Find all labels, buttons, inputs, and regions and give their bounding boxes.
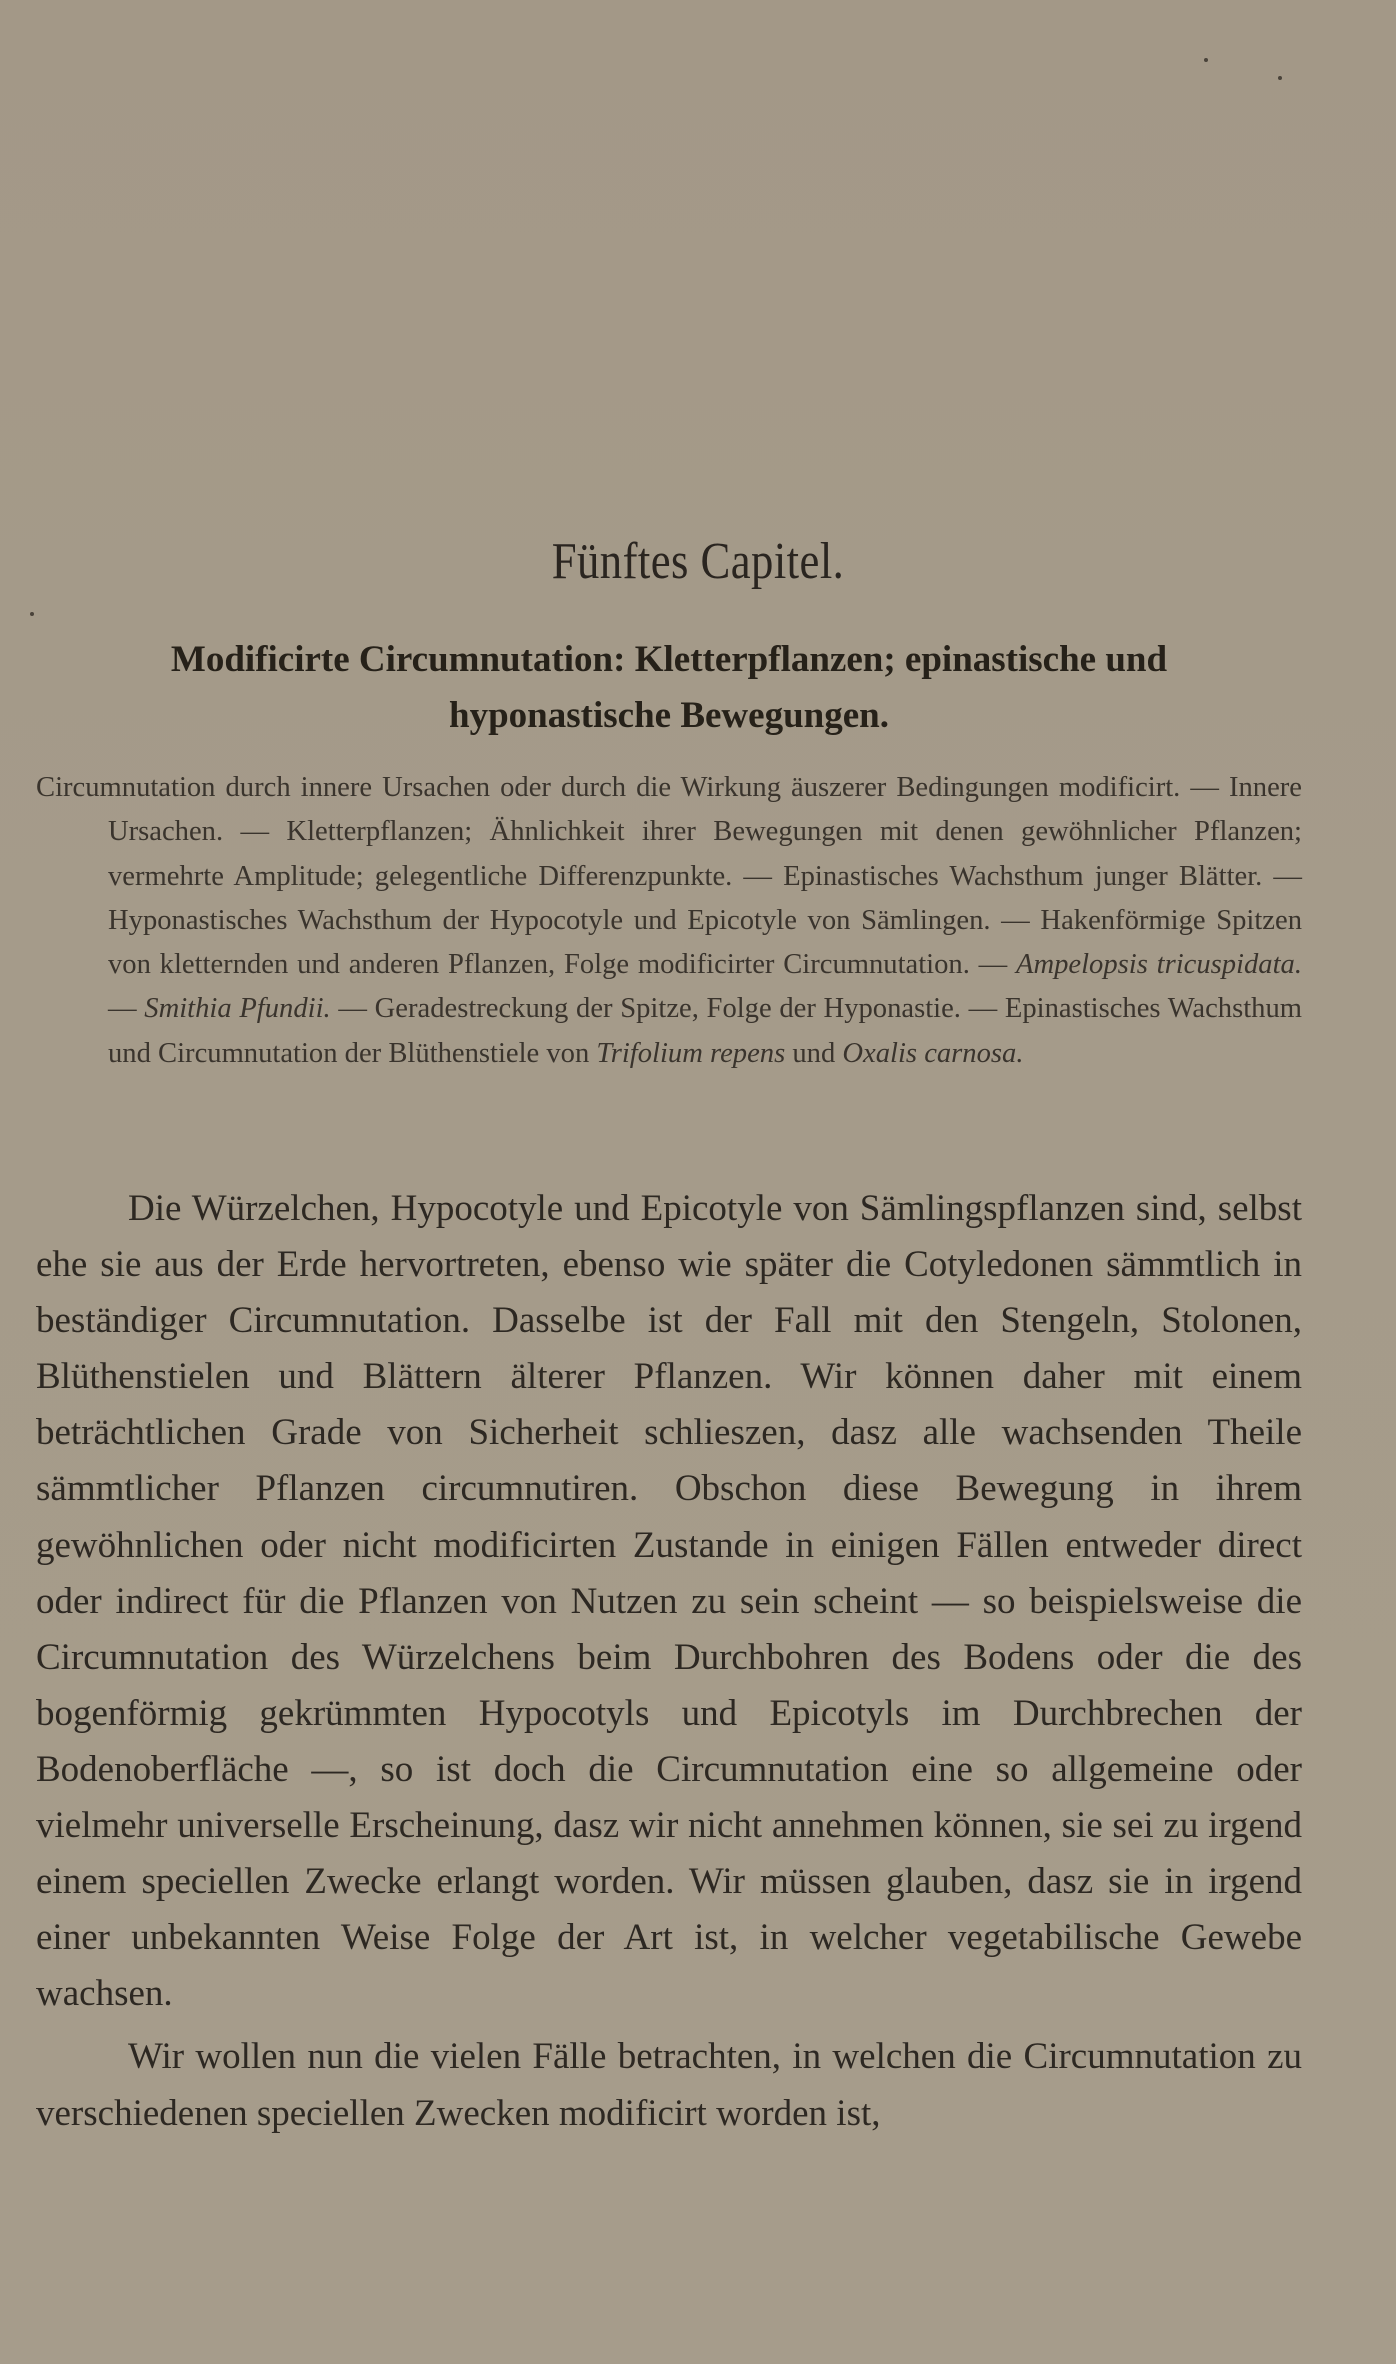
chapter-summary	[36, 766, 1302, 1076]
chapter-subtitle	[36, 632, 1302, 744]
body-paragraph-1: Die Würzelchen, Hypocotyle und Epicotyle von Sämlingspflanzen sind, selbst ehe sie aus der Erde hervortreten, ebenso wie später die Cotyledonen sämmtlich in beständiger Circumnutation. Dasselbe ist der Fall mit den Stengeln, Stolonen, Blüthenstielen und Blättern älterer Pflanzen. Wir können daher mit einem beträchtlichen Grade von Sicherheit schlieszen, dasz alle wachsenden Theile sämmtlicher Pflanzen circumnutiren. Obschon diese Bewegung in ihrem gewöhnlichen oder nicht modificirten Zustande in einigen Fällen entweder direct oder indirect für die Pflanzen von Nutzen zu sein scheint — so beispielsweise die Circumnutation des Würzelchens beim Durchbohren des Bodens oder die des bogenförmig gekrümmten Hypocotyls und Epicotyls im Durchbrechen der Bodenoberfläche —, so ist doch die Circumnutation eine so allgemeine oder vielmehr universelle Erscheinung, dasz wir nicht annehmen können, sie sei zu irgend einem speciellen Zwecke erlangt worden. Wir müssen glauben, dasz sie in irgend einer unbekannten Weise Folge der Art ist, in welcher vegetabilische Gewebe wachsen.	[36, 1188, 1302, 2015]
body-paragraph-2: Wir wollen nun die vielen Fälle betrachten, in welchen die Circumnutation zu verschiedenen speciellen Zwecken modificirt worden ist,	[36, 2036, 1302, 2134]
summary-text: —	[108, 993, 145, 1025]
print-speck	[30, 612, 34, 616]
summary-species-oxalis: Oxalis carnosa.	[842, 1037, 1024, 1069]
summary-species-ampelopsis: Ampelopsis tricuspidata.	[1016, 949, 1302, 981]
body-text	[36, 1181, 1302, 2142]
chapter-subtitle-line-1: Modificirte Circumnutation: Kletterpflanzen; epinastische und	[170, 639, 1168, 680]
summary-species-trifolium: Trifolium repens	[596, 1037, 786, 1069]
chapter-title: Fünftes Capitel.	[551, 533, 845, 590]
summary-text: — Geradestreckung der Spitze, Folge der Hyponastie. — Epinastisches Wachsthum und Circumnutation der Blüthenstiele von	[108, 993, 1302, 1069]
chapter-subtitle-line-2: hyponastische Bewegungen.	[449, 695, 889, 736]
print-speck	[1278, 76, 1282, 80]
summary-text: und	[785, 1037, 843, 1069]
summary-text: Circumnutation durch innere Ursachen oder durch die Wirkung äuszerer Bedingungen modificirt. — Innere Ursachen. — Kletterpflanzen; Ähnlichkeit ihrer Bewegungen mit denen gewöhnlicher Pflanzen; vermehrte Amplitude; gelegentliche Differenzpunkte. — Epinastisches Wachsthum junger Blätter. — Hyponastisches Wachsthum der Hypocotyle und Epicotyle von Sämlingen. — Hakenförmige Spitzen von kletternden und anderen Pflanzen, Folge modificirter Circumnutation. —	[36, 772, 1302, 981]
summary-species-smithia: Smithia Pfundii.	[144, 993, 331, 1025]
print-speck	[1204, 58, 1208, 62]
summary-paragraph	[36, 766, 1302, 1076]
